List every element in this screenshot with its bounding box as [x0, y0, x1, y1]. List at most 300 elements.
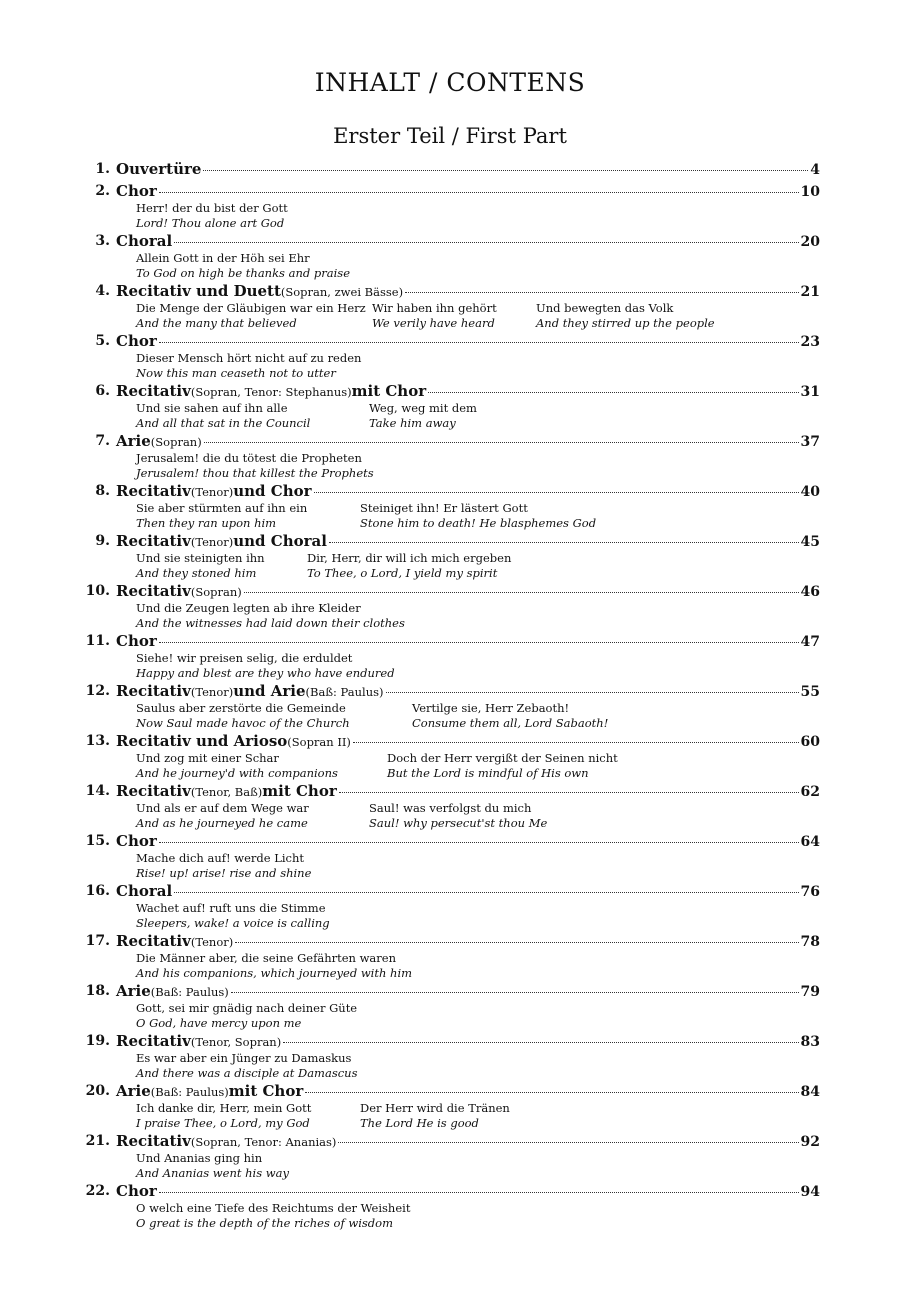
- incipit-text: Now this man ceaseth not to utter: [136, 366, 336, 380]
- entry-heading: [80, 1182, 820, 1201]
- entry-heading: [80, 832, 820, 851]
- entry-leader-line: [116, 1132, 820, 1150]
- dot-leader: [244, 592, 799, 593]
- entry-voices-second: (Baß: Paulus): [305, 685, 384, 699]
- english-incipit-line: [136, 416, 820, 431]
- entry-text-incipits: [136, 1001, 820, 1031]
- entry-number: 1.: [95, 161, 110, 177]
- incipit-text: Sie aber stürmten auf ihn ein: [136, 501, 308, 515]
- incipit-text: And the witnesses had laid down their clothes: [136, 616, 405, 630]
- entry-title: Recitativ: [116, 1132, 191, 1150]
- incipit-text: Sleepers, wake! a voice is calling: [136, 916, 330, 930]
- entry-voices: (Sopran, zwei Bässe): [280, 285, 404, 299]
- english-incipit-line: [136, 716, 820, 731]
- entry-leader-line: [116, 482, 820, 500]
- toc-entry[interactable]: [80, 482, 820, 531]
- dot-leader: [174, 242, 798, 243]
- entry-voices: (Baß: Paulus): [150, 985, 229, 999]
- incipit-text: Then they ran upon him: [136, 516, 277, 530]
- entry-leader-line: [116, 532, 820, 550]
- toc-entry[interactable]: [80, 232, 820, 281]
- toc-entry[interactable]: [80, 432, 820, 481]
- dot-leader: [353, 742, 799, 743]
- incipit-text: O God, have mercy upon me: [136, 1016, 302, 1030]
- incipit-text: To God on high be thanks and praise: [136, 266, 350, 280]
- incipit-text: Und die Zeugen legten ab ihre Kleider: [136, 601, 361, 615]
- entry-title: Recitativ: [116, 1032, 191, 1050]
- german-incipit-line: [136, 701, 820, 716]
- incipit-text-bracketed: Doch der Herr vergißt der Seinen nicht: [387, 751, 618, 765]
- dot-leader: [235, 942, 798, 943]
- entry-page-number: 21: [800, 284, 820, 300]
- entry-title-continued: und Chor: [233, 482, 312, 500]
- toc-entry[interactable]: [80, 782, 820, 831]
- dot-leader: [405, 292, 798, 293]
- german-incipit-line: [136, 1001, 820, 1016]
- entry-number: 5.: [95, 333, 110, 349]
- toc-entry[interactable]: [80, 160, 820, 179]
- entry-number: 3.: [95, 233, 110, 249]
- english-incipit-line: [136, 216, 820, 231]
- dot-leader: [203, 170, 808, 171]
- english-incipit-line: [136, 516, 820, 531]
- entry-leader-line: [116, 332, 820, 350]
- entry-number: 12.: [85, 683, 110, 699]
- entry-title: Ouvertüre: [116, 160, 202, 178]
- entry-number: 7.: [95, 433, 110, 449]
- entry-number: 14.: [85, 783, 110, 799]
- entry-heading: [80, 782, 820, 801]
- toc-entry[interactable]: [80, 382, 820, 431]
- incipit-text-bracketed: To Thee, o Lord, I yield my spirit: [307, 566, 498, 580]
- entry-leader-line: [116, 160, 820, 178]
- toc-entry[interactable]: [80, 1132, 820, 1181]
- entry-title: Chor: [116, 632, 157, 650]
- english-incipit-line: [136, 666, 820, 681]
- entry-voices: (Baß: Paulus): [150, 1085, 229, 1099]
- incipit-text: And they stoned him: [136, 566, 257, 580]
- entry-leader-line: [116, 982, 820, 1000]
- incipit-text: Allein Gott in der Höh sei Ehr: [136, 251, 310, 265]
- entry-title-continued: und Choral: [233, 532, 327, 550]
- entry-voices: (Sopran): [190, 585, 242, 599]
- german-incipit-line: [136, 451, 820, 466]
- entry-number: 8.: [95, 483, 110, 499]
- entry-text-incipits: [136, 251, 820, 281]
- entry-page-number: 46: [800, 584, 820, 600]
- entry-heading: [80, 632, 820, 651]
- toc-entry[interactable]: [80, 832, 820, 881]
- toc-entry[interactable]: [80, 632, 820, 681]
- incipit-text: And he journey'd with companions: [136, 766, 338, 780]
- entry-page-number: 84: [800, 1084, 820, 1100]
- incipit-text-bracketed: Consume them all, Lord Sabaoth!: [412, 716, 609, 730]
- toc-entry[interactable]: [80, 732, 820, 781]
- incipit-text: And Ananias went his way: [136, 1166, 289, 1180]
- entry-leader-line: [116, 732, 820, 750]
- dot-leader: [204, 442, 799, 443]
- english-incipit-line: [136, 816, 820, 831]
- entry-heading: [80, 1032, 820, 1051]
- entry-page-number: 79: [800, 984, 820, 1000]
- entry-number: 11.: [85, 633, 110, 649]
- incipit-text: Wachet auf! ruft uns die Stimme: [136, 901, 326, 915]
- entry-number: 6.: [95, 383, 110, 399]
- english-incipit-line: [136, 1166, 820, 1181]
- entry-number: 21.: [85, 1133, 110, 1149]
- incipit-text: Und sie sahen auf ihn alle: [136, 401, 288, 415]
- incipit-text: Und sie steinigten ihn: [136, 551, 265, 565]
- entry-title: Recitativ: [116, 782, 191, 800]
- incipit-text-bracketed: Dir, Herr, dir will ich mich ergeben: [307, 551, 512, 565]
- entry-leader-line: [116, 1082, 820, 1100]
- entry-title: Recitativ: [116, 532, 191, 550]
- dot-leader: [231, 992, 799, 993]
- incipit-text-bracketed: Der Herr wird die Tränen: [360, 1101, 510, 1115]
- entry-leader-line: [116, 1182, 820, 1200]
- entry-heading: [80, 532, 820, 551]
- entry-text-incipits: [136, 951, 820, 981]
- entry-page-number: 60: [800, 734, 820, 750]
- entry-heading: [80, 1132, 820, 1151]
- incipit-text: Now Saul made havoc of the Church: [136, 716, 350, 730]
- entry-leader-line: [116, 382, 820, 400]
- entry-page-number: 76: [800, 884, 820, 900]
- entry-page-number: 10: [800, 184, 820, 200]
- entry-voices: (Tenor): [190, 485, 234, 499]
- entry-number: 16.: [85, 883, 110, 899]
- entry-heading: [80, 160, 820, 179]
- entry-title: Recitativ und Duett: [116, 282, 281, 300]
- toc-entry[interactable]: [80, 932, 820, 981]
- entry-voices: (Tenor): [190, 685, 234, 699]
- entry-page-number: 31: [800, 384, 820, 400]
- german-incipit-line: [136, 601, 820, 616]
- incipit-text: Herr! der du bist der Gott: [136, 201, 288, 215]
- entry-leader-line: [116, 782, 820, 800]
- incipit-text: Dieser Mensch hört nicht auf zu reden: [136, 351, 362, 365]
- english-incipit-line: [136, 916, 820, 931]
- entry-number: 20.: [85, 1083, 110, 1099]
- entry-heading: [80, 432, 820, 451]
- incipit-text: Mache dich auf! werde Licht: [136, 851, 305, 865]
- incipit-text-bracketed: Vertilge sie, Herr Zebaoth!: [412, 701, 570, 715]
- incipit-text-bracketed: Steiniget ihn! Er lästert Gott: [360, 501, 528, 515]
- dot-leader: [159, 342, 799, 343]
- entry-title: Arie: [116, 982, 151, 1000]
- incipit-text-bracketed: Saul! was verfolgst du mich: [369, 801, 532, 815]
- dot-leader: [339, 792, 799, 793]
- dot-leader: [338, 1142, 798, 1143]
- toc-entry[interactable]: [80, 332, 820, 381]
- incipit-text: Jerusalem! die du tötest die Propheten: [136, 451, 362, 465]
- incipit-text-bracketed: We verily have heard: [372, 316, 495, 330]
- incipit-text-bracketed: And they stirred up the people: [536, 316, 715, 330]
- toc-entry[interactable]: [80, 582, 820, 631]
- incipit-text-bracketed: Saul! why persecut'st thou Me: [369, 816, 548, 830]
- entry-heading: [80, 882, 820, 901]
- dot-leader: [159, 842, 799, 843]
- german-incipit-line: [136, 901, 820, 916]
- entry-number: 22.: [85, 1183, 110, 1199]
- english-incipit-line: [136, 466, 820, 481]
- incipit-text: I praise Thee, o Lord, my God: [136, 1116, 310, 1130]
- incipit-text: And his companions, which journeyed with him: [136, 966, 413, 980]
- dot-leader: [428, 392, 798, 393]
- entry-title-continued: mit Chor: [351, 382, 427, 400]
- incipit-text-bracketed: Und bewegten das Volk: [536, 301, 674, 315]
- dot-leader: [159, 1192, 799, 1193]
- incipit-text: Siehe! wir preisen selig, die erduldet: [136, 651, 353, 665]
- entry-title: Choral: [116, 232, 173, 250]
- incipit-text: Ich danke dir, Herr, mein Gott: [136, 1101, 312, 1115]
- entry-leader-line: [116, 882, 820, 900]
- incipit-text: And the many that believed: [136, 316, 297, 330]
- entry-text-incipits: [136, 501, 820, 531]
- entry-title: Arie: [116, 432, 151, 450]
- entry-heading: [80, 282, 820, 301]
- incipit-text: And as he journeyed he came: [136, 816, 308, 830]
- german-incipit-line: [136, 801, 820, 816]
- entry-page-number: 78: [800, 934, 820, 950]
- english-incipit-line: [136, 566, 820, 581]
- entry-title-continued: mit Chor: [262, 782, 337, 800]
- entry-voices: (Sopran, Tenor: Ananias): [190, 1135, 337, 1149]
- entry-text-incipits: [136, 1101, 820, 1131]
- incipit-text-bracketed: Take him away: [369, 416, 456, 430]
- entry-number: 15.: [85, 833, 110, 849]
- entry-title: Recitativ: [116, 382, 191, 400]
- entry-voices: (Sopran, Tenor: Stephanus): [190, 385, 352, 399]
- entry-heading: [80, 582, 820, 601]
- toc-entry[interactable]: [80, 182, 820, 231]
- part-title: Erster Teil / First Part: [333, 124, 567, 148]
- entry-text-incipits: [136, 301, 820, 331]
- dot-leader: [314, 492, 799, 493]
- dot-leader: [159, 192, 799, 193]
- entry-heading: [80, 482, 820, 501]
- entry-title-continued: und Arie: [233, 682, 306, 700]
- entry-heading: [80, 382, 820, 401]
- entry-title: Recitativ: [116, 932, 191, 950]
- entry-text-incipits: [136, 201, 820, 231]
- dot-leader: [283, 1042, 798, 1043]
- english-incipit-line: [136, 766, 820, 781]
- entry-text-incipits: [136, 351, 820, 381]
- entry-number: 10.: [85, 583, 110, 599]
- entry-voices: (Tenor, Sopran): [190, 1035, 282, 1049]
- entry-text-incipits: [136, 701, 820, 731]
- german-incipit-line: [136, 401, 820, 416]
- toc-entry[interactable]: [80, 1082, 820, 1131]
- entry-number: 13.: [85, 733, 110, 749]
- german-incipit-line: [136, 201, 820, 216]
- entry-text-incipits: [136, 601, 820, 631]
- dot-leader: [305, 1092, 798, 1093]
- entry-page-number: 83: [800, 1034, 820, 1050]
- entry-page-number: 64: [800, 834, 820, 850]
- german-incipit-line: [136, 951, 820, 966]
- entry-leader-line: [116, 232, 820, 250]
- incipit-text: Saulus aber zerstörte die Gemeinde: [136, 701, 346, 715]
- german-incipit-line: [136, 1151, 820, 1166]
- toc-entry[interactable]: [80, 1182, 820, 1231]
- entry-text-incipits: [136, 451, 820, 481]
- english-incipit-line: [136, 616, 820, 631]
- entry-heading: [80, 732, 820, 751]
- entry-page-number: 62: [800, 784, 820, 800]
- entry-heading: [80, 982, 820, 1001]
- english-incipit-line: [136, 1216, 820, 1231]
- entry-leader-line: [116, 932, 820, 950]
- entry-title: Recitativ und Arioso: [116, 732, 288, 750]
- page-title: INHALT / CONTENS: [314, 68, 586, 97]
- entry-page-number: 23: [800, 334, 820, 350]
- toc-entry[interactable]: [80, 532, 820, 581]
- toc-entry[interactable]: [80, 282, 820, 331]
- english-incipit-line: [136, 316, 820, 331]
- entry-page-number: 4: [810, 162, 820, 178]
- entry-heading: [80, 232, 820, 251]
- entry-title: Chor: [116, 332, 157, 350]
- entry-page-number: 47: [800, 634, 820, 650]
- entry-leader-line: [116, 182, 820, 200]
- german-incipit-line: [136, 301, 820, 316]
- english-incipit-line: [136, 366, 820, 381]
- german-incipit-line: [136, 651, 820, 666]
- entry-text-incipits: [136, 1151, 820, 1181]
- incipit-text: Es war aber ein Jünger zu Damaskus: [136, 1051, 352, 1065]
- toc-entry[interactable]: [80, 982, 820, 1031]
- entry-voices: (Tenor, Baß): [190, 785, 263, 799]
- entry-text-incipits: [136, 551, 820, 581]
- entry-title: Chor: [116, 1182, 157, 1200]
- english-incipit-line: [136, 866, 820, 881]
- german-incipit-line: [136, 1101, 820, 1116]
- german-incipit-line: [136, 1201, 820, 1216]
- entry-heading: [80, 682, 820, 701]
- german-incipit-line: [136, 251, 820, 266]
- entry-page-number: 20: [800, 234, 820, 250]
- entry-page-number: 45: [800, 534, 820, 550]
- english-incipit-line: [136, 966, 820, 981]
- entry-text-incipits: [136, 751, 820, 781]
- german-incipit-line: [136, 551, 820, 566]
- entry-page-number: 55: [800, 684, 820, 700]
- entry-number: 4.: [95, 283, 110, 299]
- english-incipit-line: [136, 266, 820, 281]
- entry-text-incipits: [136, 651, 820, 681]
- entry-text-incipits: [136, 851, 820, 881]
- german-incipit-line: [136, 351, 820, 366]
- entry-leader-line: [116, 1032, 820, 1050]
- toc-entry[interactable]: [80, 682, 820, 731]
- german-incipit-line: [136, 851, 820, 866]
- incipit-text: O welch eine Tiefe des Reichtums der Weisheit: [136, 1201, 411, 1215]
- entry-title: Recitativ: [116, 682, 191, 700]
- entry-title: Choral: [116, 882, 173, 900]
- entry-title: Arie: [116, 1082, 151, 1100]
- incipit-text: Und als er auf dem Wege war: [136, 801, 309, 815]
- toc-entry[interactable]: [80, 882, 820, 931]
- entry-text-incipits: [136, 1051, 820, 1081]
- entry-heading: [80, 182, 820, 201]
- entry-number: 17.: [85, 933, 110, 949]
- entry-voices: (Sopran II): [287, 735, 351, 749]
- entry-title: Chor: [116, 182, 157, 200]
- german-incipit-line: [136, 1051, 820, 1066]
- incipit-text: And all that sat in the Council: [136, 416, 311, 430]
- incipit-text-bracketed: The Lord He is good: [360, 1116, 479, 1130]
- entry-number: 18.: [85, 983, 110, 999]
- entry-number: 9.: [95, 533, 110, 549]
- incipit-text: Lord! Thou alone art God: [136, 216, 285, 230]
- incipit-text: Und zog mit einer Schar: [136, 751, 279, 765]
- toc-entry[interactable]: [80, 1032, 820, 1081]
- incipit-text-bracketed: Wir haben ihn gehört: [372, 301, 497, 315]
- dot-leader: [174, 892, 798, 893]
- incipit-text: Die Menge der Gläubigen war ein Herz: [136, 301, 366, 315]
- incipit-text-bracketed: Stone him to death! He blasphemes God: [360, 516, 597, 530]
- entry-page-number: 40: [800, 484, 820, 500]
- entry-title-continued: mit Chor: [228, 1082, 304, 1100]
- entry-page-number: 94: [800, 1184, 820, 1200]
- entry-voices: (Tenor): [190, 935, 234, 949]
- entry-text-incipits: [136, 1201, 820, 1231]
- english-incipit-line: [136, 1066, 820, 1081]
- entry-text-incipits: [136, 801, 820, 831]
- entry-leader-line: [116, 432, 820, 450]
- entry-leader-line: [116, 632, 820, 650]
- dot-leader: [329, 542, 799, 543]
- entry-leader-line: [116, 682, 820, 700]
- entry-heading: [80, 1082, 820, 1101]
- incipit-text: Rise! up! arise! rise and shine: [136, 866, 312, 880]
- entry-page-number: 92: [800, 1134, 820, 1150]
- entry-title: Chor: [116, 832, 157, 850]
- dot-leader: [159, 642, 799, 643]
- entry-title: Recitativ: [116, 482, 191, 500]
- german-incipit-line: [136, 501, 820, 516]
- entry-number: 2.: [95, 183, 110, 199]
- entry-leader-line: [116, 282, 820, 300]
- incipit-text: Gott, sei mir gnädig nach deiner Güte: [136, 1001, 358, 1015]
- incipit-text-bracketed: Weg, weg mit dem: [369, 401, 477, 415]
- incipit-text: O great is the depth of the riches of wisdom: [136, 1216, 393, 1230]
- german-incipit-line: [136, 751, 820, 766]
- entry-title: Recitativ: [116, 582, 191, 600]
- entry-heading: [80, 932, 820, 951]
- english-incipit-line: [136, 1116, 820, 1131]
- incipit-text: Jerusalem! thou that killest the Prophets: [136, 466, 374, 480]
- entry-heading: [80, 332, 820, 351]
- entry-page-number: 37: [800, 434, 820, 450]
- incipit-text-bracketed: But the Lord is mindful of His own: [387, 766, 589, 780]
- entry-text-incipits: [136, 401, 820, 431]
- entry-leader-line: [116, 582, 820, 600]
- incipit-text: Und Ananias ging hin: [136, 1151, 263, 1165]
- entry-voices: (Tenor): [190, 535, 234, 549]
- incipit-text: And there was a disciple at Damascus: [136, 1066, 358, 1080]
- english-incipit-line: [136, 1016, 820, 1031]
- entry-text-incipits: [136, 901, 820, 931]
- incipit-text: Happy and blest are they who have endured: [136, 666, 395, 680]
- entry-voices: (Sopran): [150, 435, 202, 449]
- entry-leader-line: [116, 832, 820, 850]
- incipit-text: Die Männer aber, die seine Gefährten waren: [136, 951, 396, 965]
- dot-leader: [386, 692, 799, 693]
- entry-number: 19.: [85, 1033, 110, 1049]
